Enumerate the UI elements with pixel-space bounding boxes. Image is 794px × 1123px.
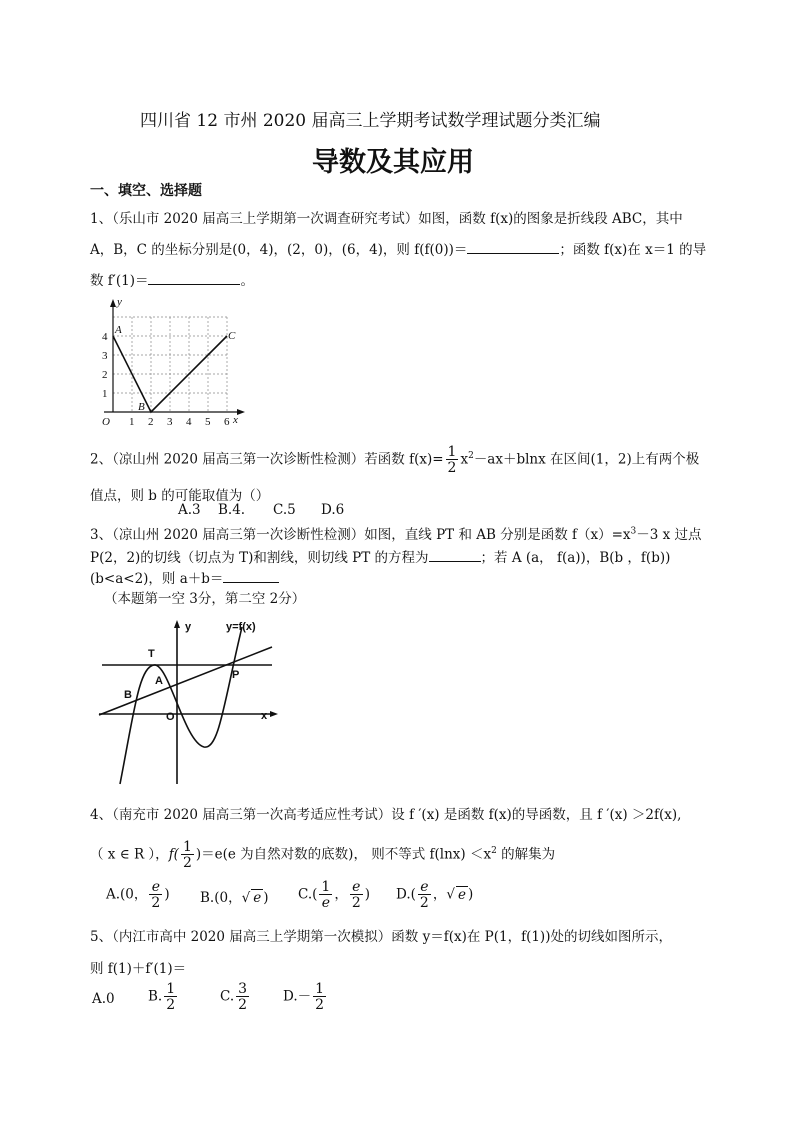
q1-origin: O (102, 416, 110, 428)
q4-line2 (90, 840, 555, 870)
q2-option-c[interactable]: C.5 (273, 502, 296, 518)
q5-option-d[interactable] (283, 982, 328, 1012)
q5-option-c[interactable] (220, 982, 251, 1012)
q3-line1b: －3 x 过点 (636, 527, 702, 543)
q5-optd-frac (313, 982, 326, 1012)
q4-option-d[interactable] (396, 880, 473, 910)
section-heading: 一、填空、选择题 (90, 183, 202, 199)
q2-frac-den: 2 (447, 460, 457, 476)
q4-line2f: f( (168, 846, 179, 863)
q3-point-t: T (148, 648, 155, 660)
q5-line2: 则 f(1)＋f′(1)＝ (90, 961, 187, 977)
q3-origin: O (166, 711, 175, 723)
q4-line1: 4、（南充市 2020 届高三第一次高考适应性考试）设 f ′(x) 是函数 f(x)的导函数，且 f ′(x) ＞2f(x), (90, 807, 682, 823)
q4-line2b: )＝e(e 为自然对数的底数)， 则不等式 f(lnx) ＜x (195, 846, 492, 863)
q3-point-a: A (155, 675, 163, 687)
q4-optd-sqrt-icon: √ (446, 886, 455, 903)
q1-blank2[interactable] (148, 272, 240, 285)
q2-suffix: －ax＋blnx 在区间(1，2)上有两个极 (473, 451, 700, 468)
q5-optb-frac (164, 982, 177, 1012)
q3-line1sup: 3 (630, 526, 637, 537)
q4-optc-mid: ， (334, 886, 348, 903)
q4-optc-den1: e (319, 894, 332, 910)
q1-xtick-4: 4 (186, 416, 192, 428)
q4-optb-rad: e (253, 890, 262, 906)
q4-optd-num: e (420, 879, 429, 895)
q2-sup: 2 (468, 451, 474, 461)
q4-opta-frac (149, 880, 162, 910)
q4-opta-den: 2 (151, 895, 161, 911)
q4-opta-num: e (151, 879, 161, 895)
q5-optd-num: 1 (315, 981, 325, 997)
q1-xtick-6: 6 (224, 416, 230, 428)
q4-optb-post: ) (263, 890, 269, 906)
q2-option-b[interactable]: B.4. (218, 502, 246, 518)
q4-optb-pre: B.(0， (200, 890, 242, 906)
q4-optd-rad: e (457, 886, 466, 903)
q5-optc-num: 3 (238, 981, 248, 997)
q4-optc-pre: C.( (298, 886, 318, 903)
q1-x-arrow-icon (237, 409, 245, 415)
q4-frac-num: 1 (182, 839, 192, 855)
q1-line3a: 数 f′(1)＝ (90, 273, 149, 289)
q4-optc-num2: e (352, 879, 361, 895)
q4-optd-pre: D.( (396, 886, 416, 903)
q1-xtick-3: 3 (167, 416, 173, 428)
q4-optc-post: ) (364, 886, 371, 903)
q1-x-label: x (233, 414, 238, 426)
q5-optd-den: 2 (315, 997, 325, 1013)
q5-optc-den: 2 (238, 997, 248, 1013)
q3-x-label: x (261, 710, 268, 722)
q2-line1 (90, 445, 699, 475)
q1-line1: 1、（乐山市 2020 届高三上学期第一次调查研究考试）如图，函数 f(x)的图象是折线段 ABC，其中 (90, 211, 683, 227)
q1-xtick-2: 2 (148, 416, 154, 428)
q2-fraction (446, 445, 459, 475)
q5-optd-pre: D.－ (283, 988, 312, 1005)
q3-blank1[interactable] (429, 549, 481, 562)
q4-optd-mid: ， (432, 886, 447, 903)
q5-optb-num: 1 (166, 981, 176, 997)
q4-option-b[interactable] (200, 886, 268, 906)
q1-blank1[interactable] (467, 241, 559, 254)
q3-note: （本题第一空 3分，第二空 2分） (104, 591, 306, 607)
q3-line1a: 3、（凉山州 2020 届高三第一次诊断性检测）如图，直线 PT 和 AB 分别是函数 f（x）=x (90, 527, 631, 543)
q4-line2a: （ x ∈ R ）， (90, 846, 169, 863)
q4-opta-pre: A.(0， (106, 886, 148, 903)
q3-line2 (90, 546, 670, 566)
q1-line2b: ；函数 f(x)在 x＝1 的导 (559, 242, 707, 258)
q1-ytick-2: 2 (102, 369, 108, 381)
q5-line1: 5、（内江市高中 2020 届高三上学期第一次模拟）函数 y＝f(x)在 P(1，f(1))处的切线如图所示， (90, 929, 672, 945)
q2-line2: 值点，则 b 的可能取值为（） (90, 488, 270, 504)
q5-optb-den: 2 (166, 997, 176, 1013)
q1-point-b: B (138, 401, 145, 413)
q4-optc-frac2 (350, 880, 363, 910)
q4-option-c[interactable] (298, 880, 370, 910)
q2-mid: x (460, 451, 469, 468)
q1-line2a: A，B，C 的坐标分别是(0，4)，(2，0)，(6，4)，则 f(f(0))＝ (90, 242, 468, 258)
q2-prefix: 2、（凉山州 2020 届高三第一次诊断性检测）若函数 f(x)= (90, 451, 444, 468)
q3-line3a: (b<a<2)，则 a＋b＝ (90, 571, 224, 587)
q4-optb-sqrt-icon: √ (241, 890, 251, 906)
q4-line2c: 的解集为 (496, 846, 556, 863)
q3-point-p: P (232, 669, 240, 681)
q4-optd-post: ) (467, 886, 474, 903)
q3-blank2[interactable] (223, 570, 279, 583)
q1-ytick-3: 3 (102, 350, 108, 362)
q4-line2sup: 2 (491, 846, 497, 856)
q2-option-d[interactable]: D.6 (321, 502, 345, 518)
q5-option-a[interactable]: A.0 (92, 991, 115, 1007)
q5-optc-pre: C. (220, 988, 235, 1005)
q4-option-a[interactable] (106, 880, 170, 910)
q2-option-a[interactable]: A.3 (178, 502, 201, 518)
q1-y-label: y (117, 296, 122, 308)
q4-optc-den2: 2 (351, 895, 361, 911)
q2-frac-num: 1 (447, 444, 457, 460)
q4-optd-den: 2 (419, 895, 429, 911)
q3-line3 (90, 567, 279, 587)
q1-point-a: A (115, 324, 122, 336)
q1-xtick-5: 5 (205, 416, 211, 428)
q3-graph (94, 612, 284, 787)
q1-line3b: 。 (240, 273, 254, 289)
q3-line2b: ；若 A (a， f(a))，B(b ，f(b)) (480, 550, 671, 566)
q3-point-b: B (124, 689, 132, 701)
q3-curve-label: y=f(x) (226, 621, 256, 633)
q5-option-b[interactable] (148, 982, 179, 1012)
doc-subtitle: 四川省 12 市州 2020 届高三上学期考试数学理试题分类汇编 (140, 111, 601, 131)
q1-ytick-1: 1 (102, 388, 108, 400)
doc-title: 导数及其应用 (312, 147, 474, 178)
q1-line3 (90, 269, 254, 289)
q1-graph (94, 295, 254, 430)
q5-optb-pre: B. (148, 988, 163, 1005)
q1-xtick-1: 1 (129, 416, 135, 428)
q4-opta-post: ) (164, 886, 170, 903)
q4-optc-num1: 1 (321, 879, 331, 895)
q1-y-arrow-icon (110, 299, 116, 307)
q4-optc-frac1 (319, 880, 332, 910)
q1-ytick-4: 4 (102, 331, 108, 343)
q4-frac-den: 2 (182, 855, 192, 871)
q3-line2a: P(2，2)的切线（切点为 T)和割线，则切线 PT 的方程为 (90, 550, 429, 566)
q4-fraction (181, 840, 194, 870)
q4-optd-frac (418, 880, 431, 910)
q1-line2 (90, 238, 706, 258)
q1-point-c: C (228, 330, 236, 342)
q5-optc-frac (236, 982, 249, 1012)
q3-line1 (90, 523, 702, 543)
q3-y-label: y (185, 621, 192, 633)
